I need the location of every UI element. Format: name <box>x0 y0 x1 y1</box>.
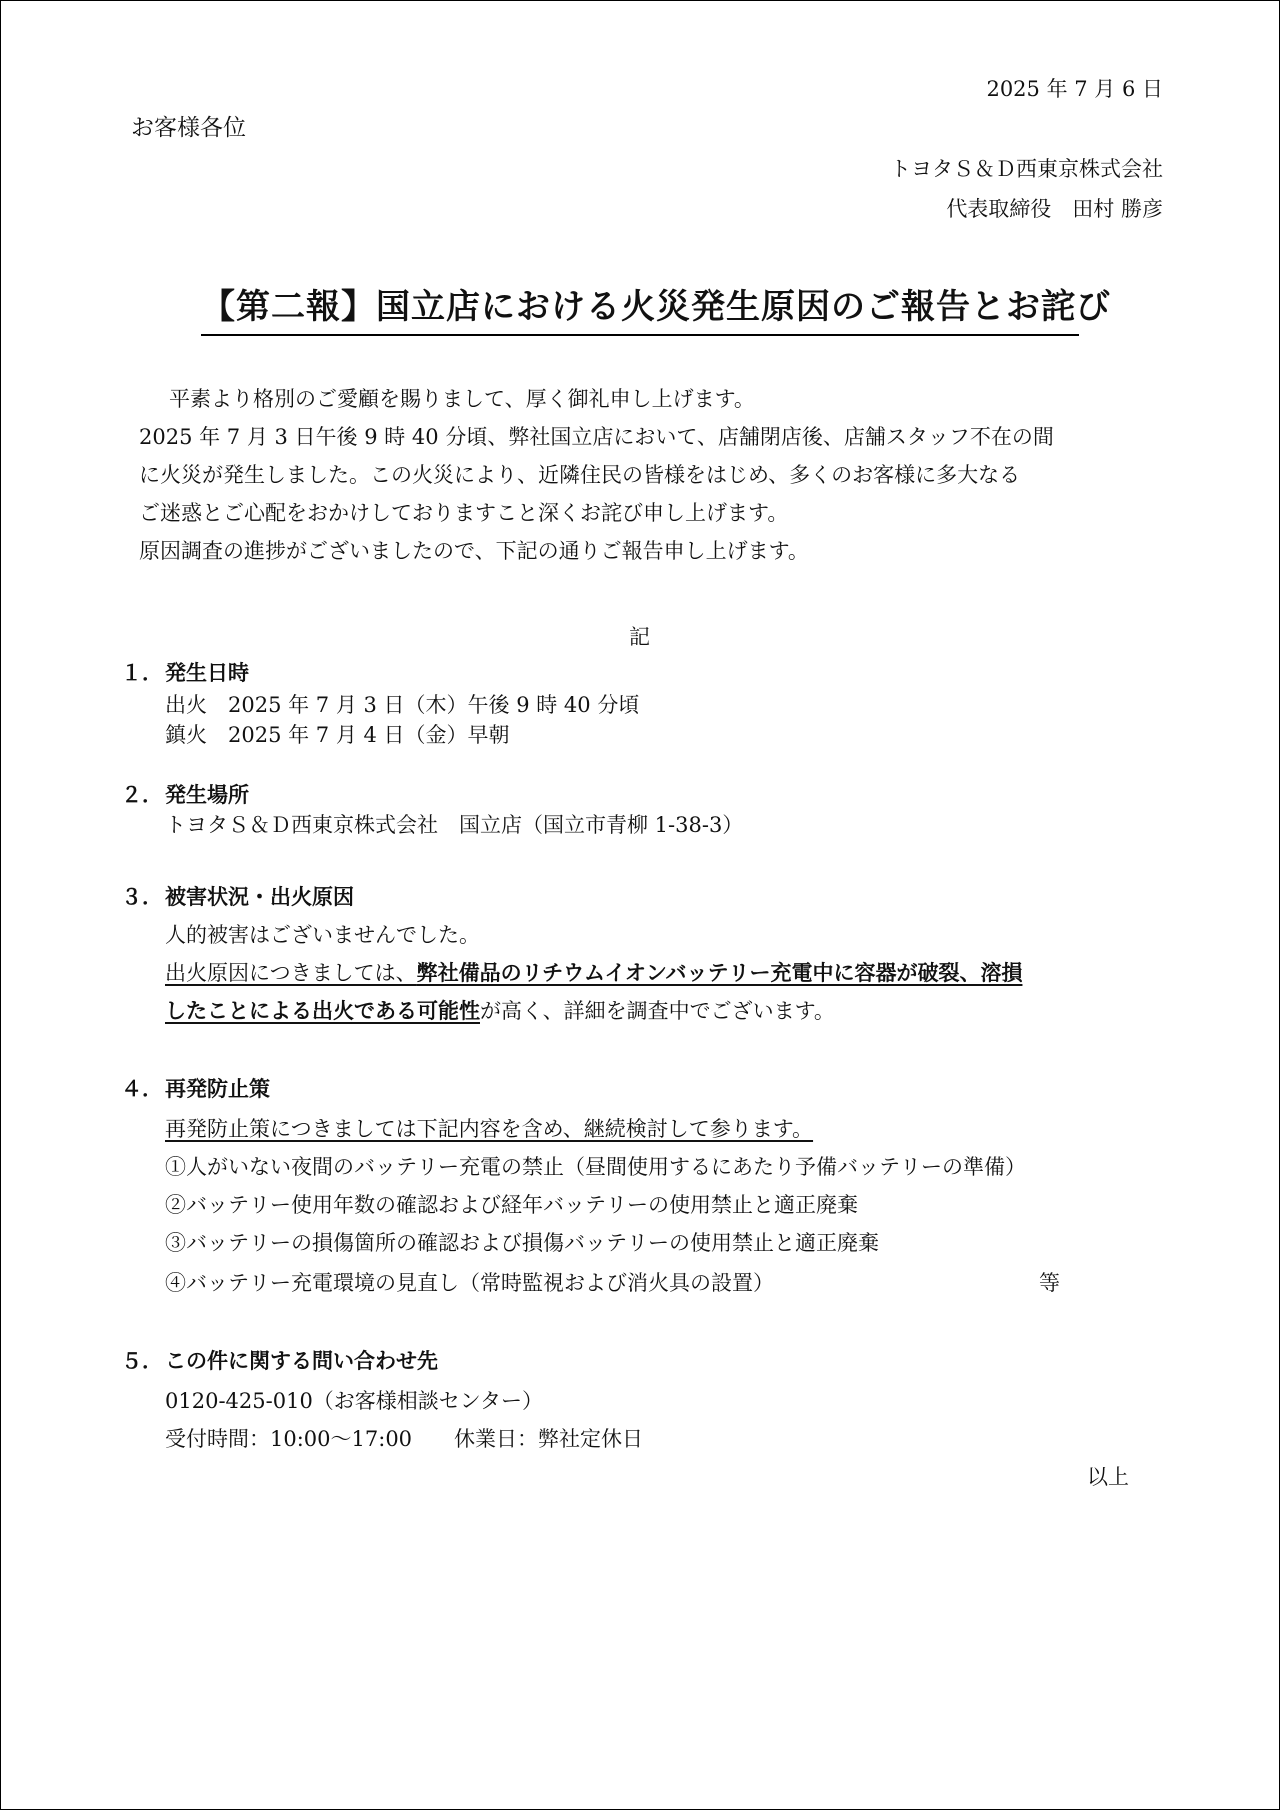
ki-heading: 記 <box>629 625 650 649</box>
recipient-line: お客様各位 <box>131 115 246 141</box>
section-title: この件に関する問い合わせ先 <box>165 1349 438 1373</box>
document-date: 2025 年 7 月 6 日 <box>986 77 1163 101</box>
cause-text: が高く、詳細を調査中でございます。 <box>480 999 835 1023</box>
section-heading-3 <box>121 881 354 911</box>
intro-line: 2025 年 7 月 3 日午後 9 時 40 分頃、弊社国立店において、店舗閉店後、店舗スタッフ不在の間 <box>139 425 1054 449</box>
contact-hours: 受付時間：10:00～17:00 休業日：弊社定休日 <box>165 1427 644 1451</box>
section-number: ２． <box>121 783 163 807</box>
section-line: 出火 2025 年 7 月 3 日（木）午後 9 時 40 分頃 <box>165 693 640 717</box>
section-line: トヨタＳ＆Ｄ西東京株式会社 国立店（国立市青柳 1-38-3） <box>165 813 744 837</box>
section-line: 鎮火 2025 年 7 月 4 日（金）早朝 <box>165 723 510 747</box>
cause-emphasis: したことによる出火である可能性 <box>165 999 480 1023</box>
prevention-item: ②バッテリー使用年数の確認および経年バッテリーの使用禁止と適正廃棄 <box>165 1193 858 1217</box>
section-heading-5 <box>121 1345 438 1375</box>
section-number: ４． <box>121 1077 163 1101</box>
cause-emphasis: 弊社備品のリチウムイオンバッテリー充電中に容器が破裂、溶損 <box>416 961 1023 985</box>
intro-line: ご迷惑とご心配をおかけしておりますこと深くお詫び申し上げます。 <box>139 501 789 525</box>
representative-name: 代表取締役 田村 勝彦 <box>946 197 1163 221</box>
section-title: 発生場所 <box>165 783 249 807</box>
contact-phone: 0120-425-010（お客様相談センター） <box>165 1389 543 1413</box>
section-line: 人的被害はございませんでした。 <box>165 923 480 947</box>
cause-line <box>165 957 1022 987</box>
prevention-item: ③バッテリーの損傷箇所の確認および損傷バッテリーの使用禁止と適正廃棄 <box>165 1231 879 1255</box>
section-title: 発生日時 <box>165 661 249 685</box>
intro-line: に火災が発生しました。この火災により、近隣住民の皆様をはじめ、多くのお客様に多大なる <box>139 463 1021 487</box>
section-number: ３． <box>121 885 163 909</box>
cause-line <box>165 995 835 1025</box>
section-number: １． <box>121 661 163 685</box>
section-number: ５． <box>121 1349 163 1373</box>
prevention-lead: 再発防止策につきましては下記内容を含め、継続検討して参ります。 <box>165 1117 814 1141</box>
prevention-item: ④バッテリー充電環境の見直し（常時監視および消火具の設置） <box>165 1271 774 1295</box>
intro-line: 原因調査の進捗がございましたので、下記の通りご報告申し上げます。 <box>139 539 809 563</box>
section-heading-1 <box>121 657 249 687</box>
cause-text: 出火原因につきましては、 <box>165 961 417 985</box>
section-title: 被害状況・出火原因 <box>165 885 354 909</box>
etc-mark: 等 <box>1039 1271 1060 1295</box>
prevention-item: ①人がいない夜間のバッテリー充電の禁止（昼間使用するにあたり予備バッテリーの準備） <box>165 1155 1026 1179</box>
company-name: トヨタＳ＆Ｄ西東京株式会社 <box>890 157 1163 181</box>
section-heading-2 <box>121 779 249 809</box>
intro-line: 平素より格別のご愛顧を賜りまして、厚く御礼申し上げます。 <box>169 387 755 411</box>
closing-mark: 以上 <box>1087 1465 1129 1489</box>
document-title: 【第二報】国立店における火災発生原因のご報告とお詫び <box>201 279 1079 336</box>
section-heading-4 <box>121 1073 270 1103</box>
section-title: 再発防止策 <box>165 1077 270 1101</box>
